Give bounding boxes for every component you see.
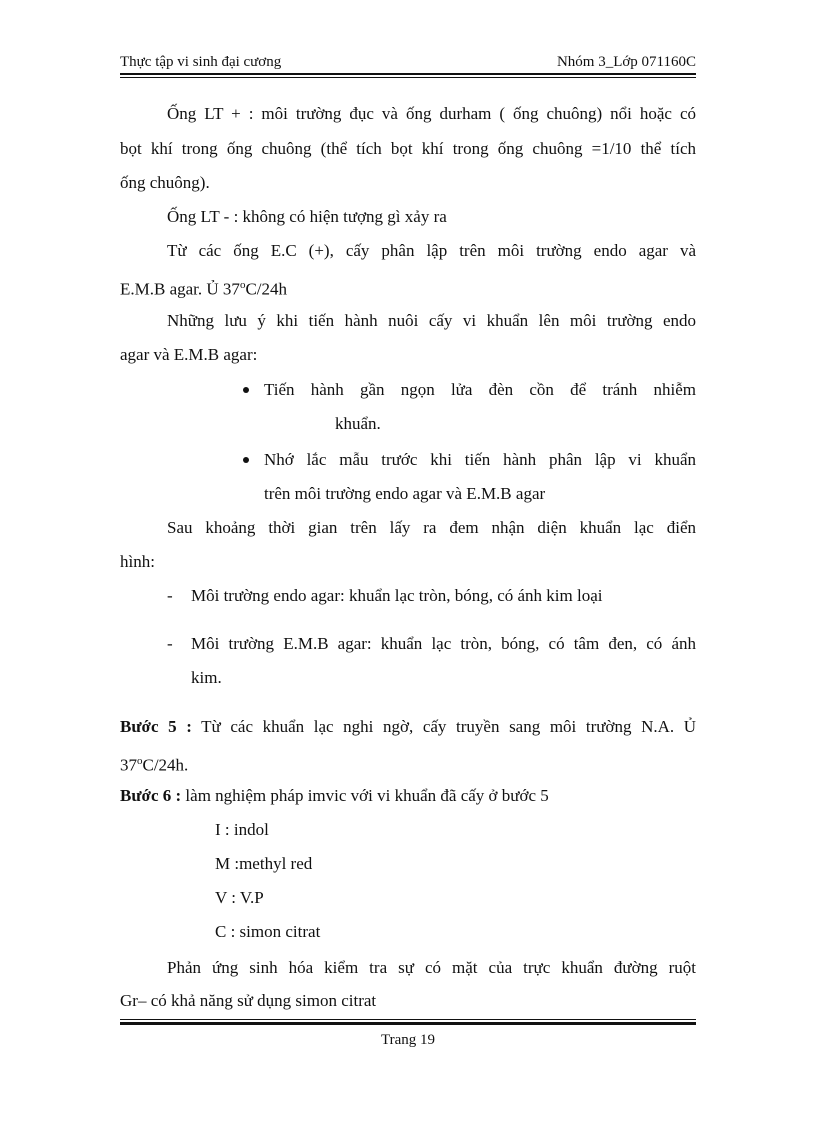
paragraph-lt-positive-line2: bọt khí trong ống chuông (thể tích bọt khí trong ống chuông =1/10 thể tích (120, 139, 696, 158)
bullet-item-1-line1: Tiến hành gần ngọn lửa đèn cồn để tránh nhiễm (264, 380, 696, 399)
imvic-item-methyl-red: M :methyl red (215, 854, 313, 873)
paragraph-identify-line2: hình: (120, 552, 155, 571)
dash-item-emb-line2: kim. (191, 668, 222, 687)
header-rule-thin (120, 77, 696, 78)
dash-marker: - (167, 634, 173, 653)
paragraph-lt-positive-line3: ống chuông). (120, 173, 210, 192)
paragraph-ec-culture-line1: Từ các ống E.C (+), cấy phân lập trên môi trường endo agar và (167, 241, 696, 260)
dash-item-endo: Môi trường endo agar: khuẩn lạc tròn, bóng, có ánh kim loại (191, 586, 603, 605)
dash-marker: - (167, 586, 173, 605)
step-6-line: Bước 6 : làm nghiệm pháp imvic với vi khuẩn đã cấy ở bước 5 (120, 786, 549, 805)
bullet-item-2-line2: trên môi trường endo agar và E.M.B agar (264, 484, 546, 503)
imvic-item-vp: V : V.P (215, 888, 264, 907)
paragraph-notes-line2: agar và E.M.B agar: (120, 345, 258, 364)
paragraph-lt-negative: Ống LT - : không có hiện tượng gì xảy ra (167, 207, 447, 226)
paragraph-biochem-line2: Gr– có khả năng sử dụng simon citrat (120, 991, 377, 1010)
footer-rule-thick (120, 1022, 696, 1025)
step-6-label: Bước 6 : (120, 786, 182, 805)
paragraph-notes-line1: Những lưu ý khi tiến hành nuôi cấy vi khuẩn lên môi trường endo (167, 311, 696, 330)
header-group-class: Nhóm 3_Lớp 071160C (556, 54, 696, 70)
paragraph-ec-culture-line2: E.M.B agar. Ủ 37$^o$C/24h (120, 279, 287, 299)
imvic-item-indol: I : indol (215, 820, 269, 839)
paragraph-lt-positive-line1: Ống LT + : môi trường đục và ống durham ( ống chuông) nổi hoặc có (167, 104, 696, 123)
step-5-line1: Bước 5 : Từ các khuẩn lạc nghi ngờ, cấy truyền sang môi trường N.A. Ủ (120, 717, 696, 736)
paragraph-identify-line1: Sau khoảng thời gian trên lấy ra đem nhận diện khuẩn lạc điển (167, 518, 696, 537)
bullet-dot (243, 457, 249, 463)
bullet-dot (243, 387, 249, 393)
footer-rule-thin (120, 1019, 696, 1020)
dash-item-emb-line1: Môi trường E.M.B agar: khuẩn lạc tròn, bóng, có tâm đen, có ánh (191, 634, 696, 653)
page-number: Trang 19 (380, 1032, 436, 1048)
step-5-label: Bước 5 : (120, 717, 192, 736)
bullet-item-2-line1: Nhớ lắc mẫu trước khi tiến hành phân lập vi khuẩn (264, 450, 696, 469)
bullet-item-1-line2: khuẩn. (335, 414, 381, 433)
header-rule-thick (120, 73, 696, 75)
step-5-line2: 37$^o$C/24h. (120, 755, 189, 775)
header-course-title: Thực tập vi sinh đại cương (120, 54, 282, 70)
imvic-item-simon-citrate: C : simon citrat (215, 922, 321, 941)
paragraph-biochem-line1: Phản ứng sinh hóa kiểm tra sự có mặt của trực khuẩn đường ruột (167, 958, 696, 977)
